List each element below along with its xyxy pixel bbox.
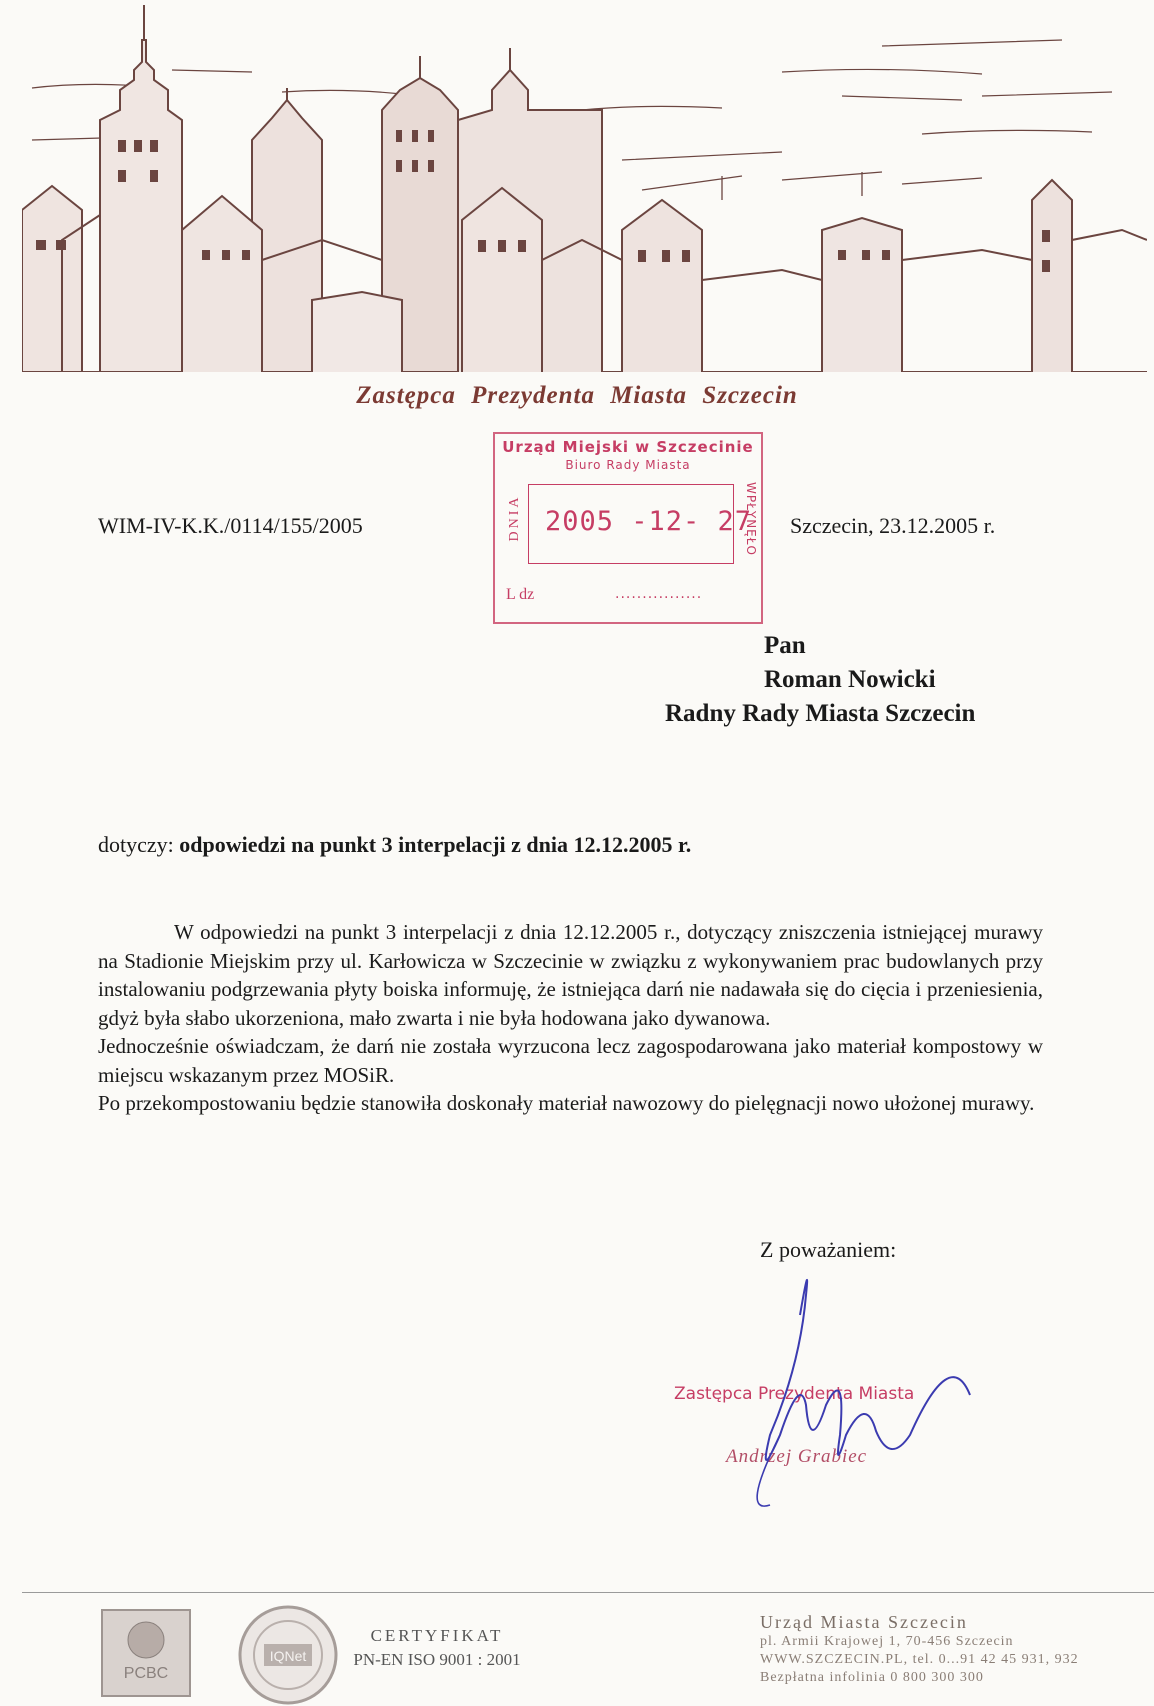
subject-label: dotyczy: (98, 832, 180, 857)
certificate-standard: PN-EN ISO 9001 : 2001 (353, 1650, 521, 1669)
addressee-salutation: Pan (764, 632, 806, 659)
iqnet-certification-logo (236, 1604, 340, 1706)
city-skyline-illustration (22, 0, 1147, 372)
closing-greeting: Z poważaniem: (760, 1237, 897, 1262)
addressee-name: Roman Nowicki (764, 666, 936, 693)
stamp-received-label: WPŁYNĘŁO (744, 482, 758, 556)
pcbc-logo-text: PCBC (123, 1665, 169, 1682)
header-title: Zastępca Prezydenta Miasta Szczecin (356, 382, 798, 409)
place-date: Szczecin, 23.12.2005 r. (790, 513, 996, 538)
stamp-date: 2005 -12- 27 (545, 506, 753, 537)
office-name: Urząd Miasta Szczecin (760, 1612, 968, 1632)
pcbc-certification-logo (100, 1608, 192, 1698)
subject-line (98, 832, 691, 858)
stamp-dnia-label: DNIA (507, 494, 522, 542)
body-paragraph: W odpowiedzi na punkt 3 interpelacji z dnia 12.12.2005 r., dotyczący zniszczenia istniejącej murawy na Stadionie Miejskim przy ul. Karłowicza w Szczecinie w związku z wykonywaniem prac budowlanych przy instalowaniu podgrzewania płyty boiska informuję, że istniejąca darń nie nadawała się do cięcia i przeniesienia, gdyż była słabo ukorzeniona, mało zwarta i nie była hodowana jako dywanowa. (98, 920, 1043, 1030)
reference-number: WIM-IV-K.K./0114/155/2005 (98, 513, 363, 538)
handwritten-signature (650, 1255, 990, 1525)
stamp-ldz-label: L dz (506, 586, 535, 603)
stamp-ldz-dots: ................ (615, 586, 703, 602)
certificate-title: CERTYFIKAT (370, 1626, 504, 1645)
subject-text: odpowiedzi na punkt 3 interpelacji z dnia 12.12.2005 r. (179, 832, 692, 857)
letter-body (98, 918, 1043, 1118)
footer-divider (22, 1592, 1154, 1593)
registry-stamp (493, 432, 763, 624)
addressee-title: Radny Rady Miasta Szczecin (665, 700, 976, 727)
stamp-office-name: Urząd Miejski w Szczecinie (502, 438, 754, 456)
office-address: pl. Armii Krajowej 1, 70-456 Szczecin (760, 1634, 1014, 1649)
office-contact: WWW.SZCZECIN.PL, tel. 0...91 42 45 931, 932 (760, 1652, 1079, 1667)
iqnet-logo-text: IQNet (269, 1648, 307, 1664)
signature-stamp-name: Andrzej Grabiec (726, 1446, 868, 1467)
body-paragraph: Po przekompostowaniu będzie stanowiła doskonały materiał nawozowy do pielęgnacji nowo ułożonej murawy. (98, 1091, 1035, 1115)
body-paragraph: Jednocześnie oświadczam, że darń nie została wyrzucona lecz zagospodarowana jako materiał kompostowy w miejscu wskazanym przez MOSiR. (98, 1034, 1043, 1087)
stamp-department: Biuro Rady Miasta (565, 458, 691, 472)
signature-stamp-title: Zastępca Prezydenta Miasta (674, 1384, 915, 1404)
office-hotline: Bezpłatna infolinia 0 800 300 300 (760, 1670, 984, 1685)
